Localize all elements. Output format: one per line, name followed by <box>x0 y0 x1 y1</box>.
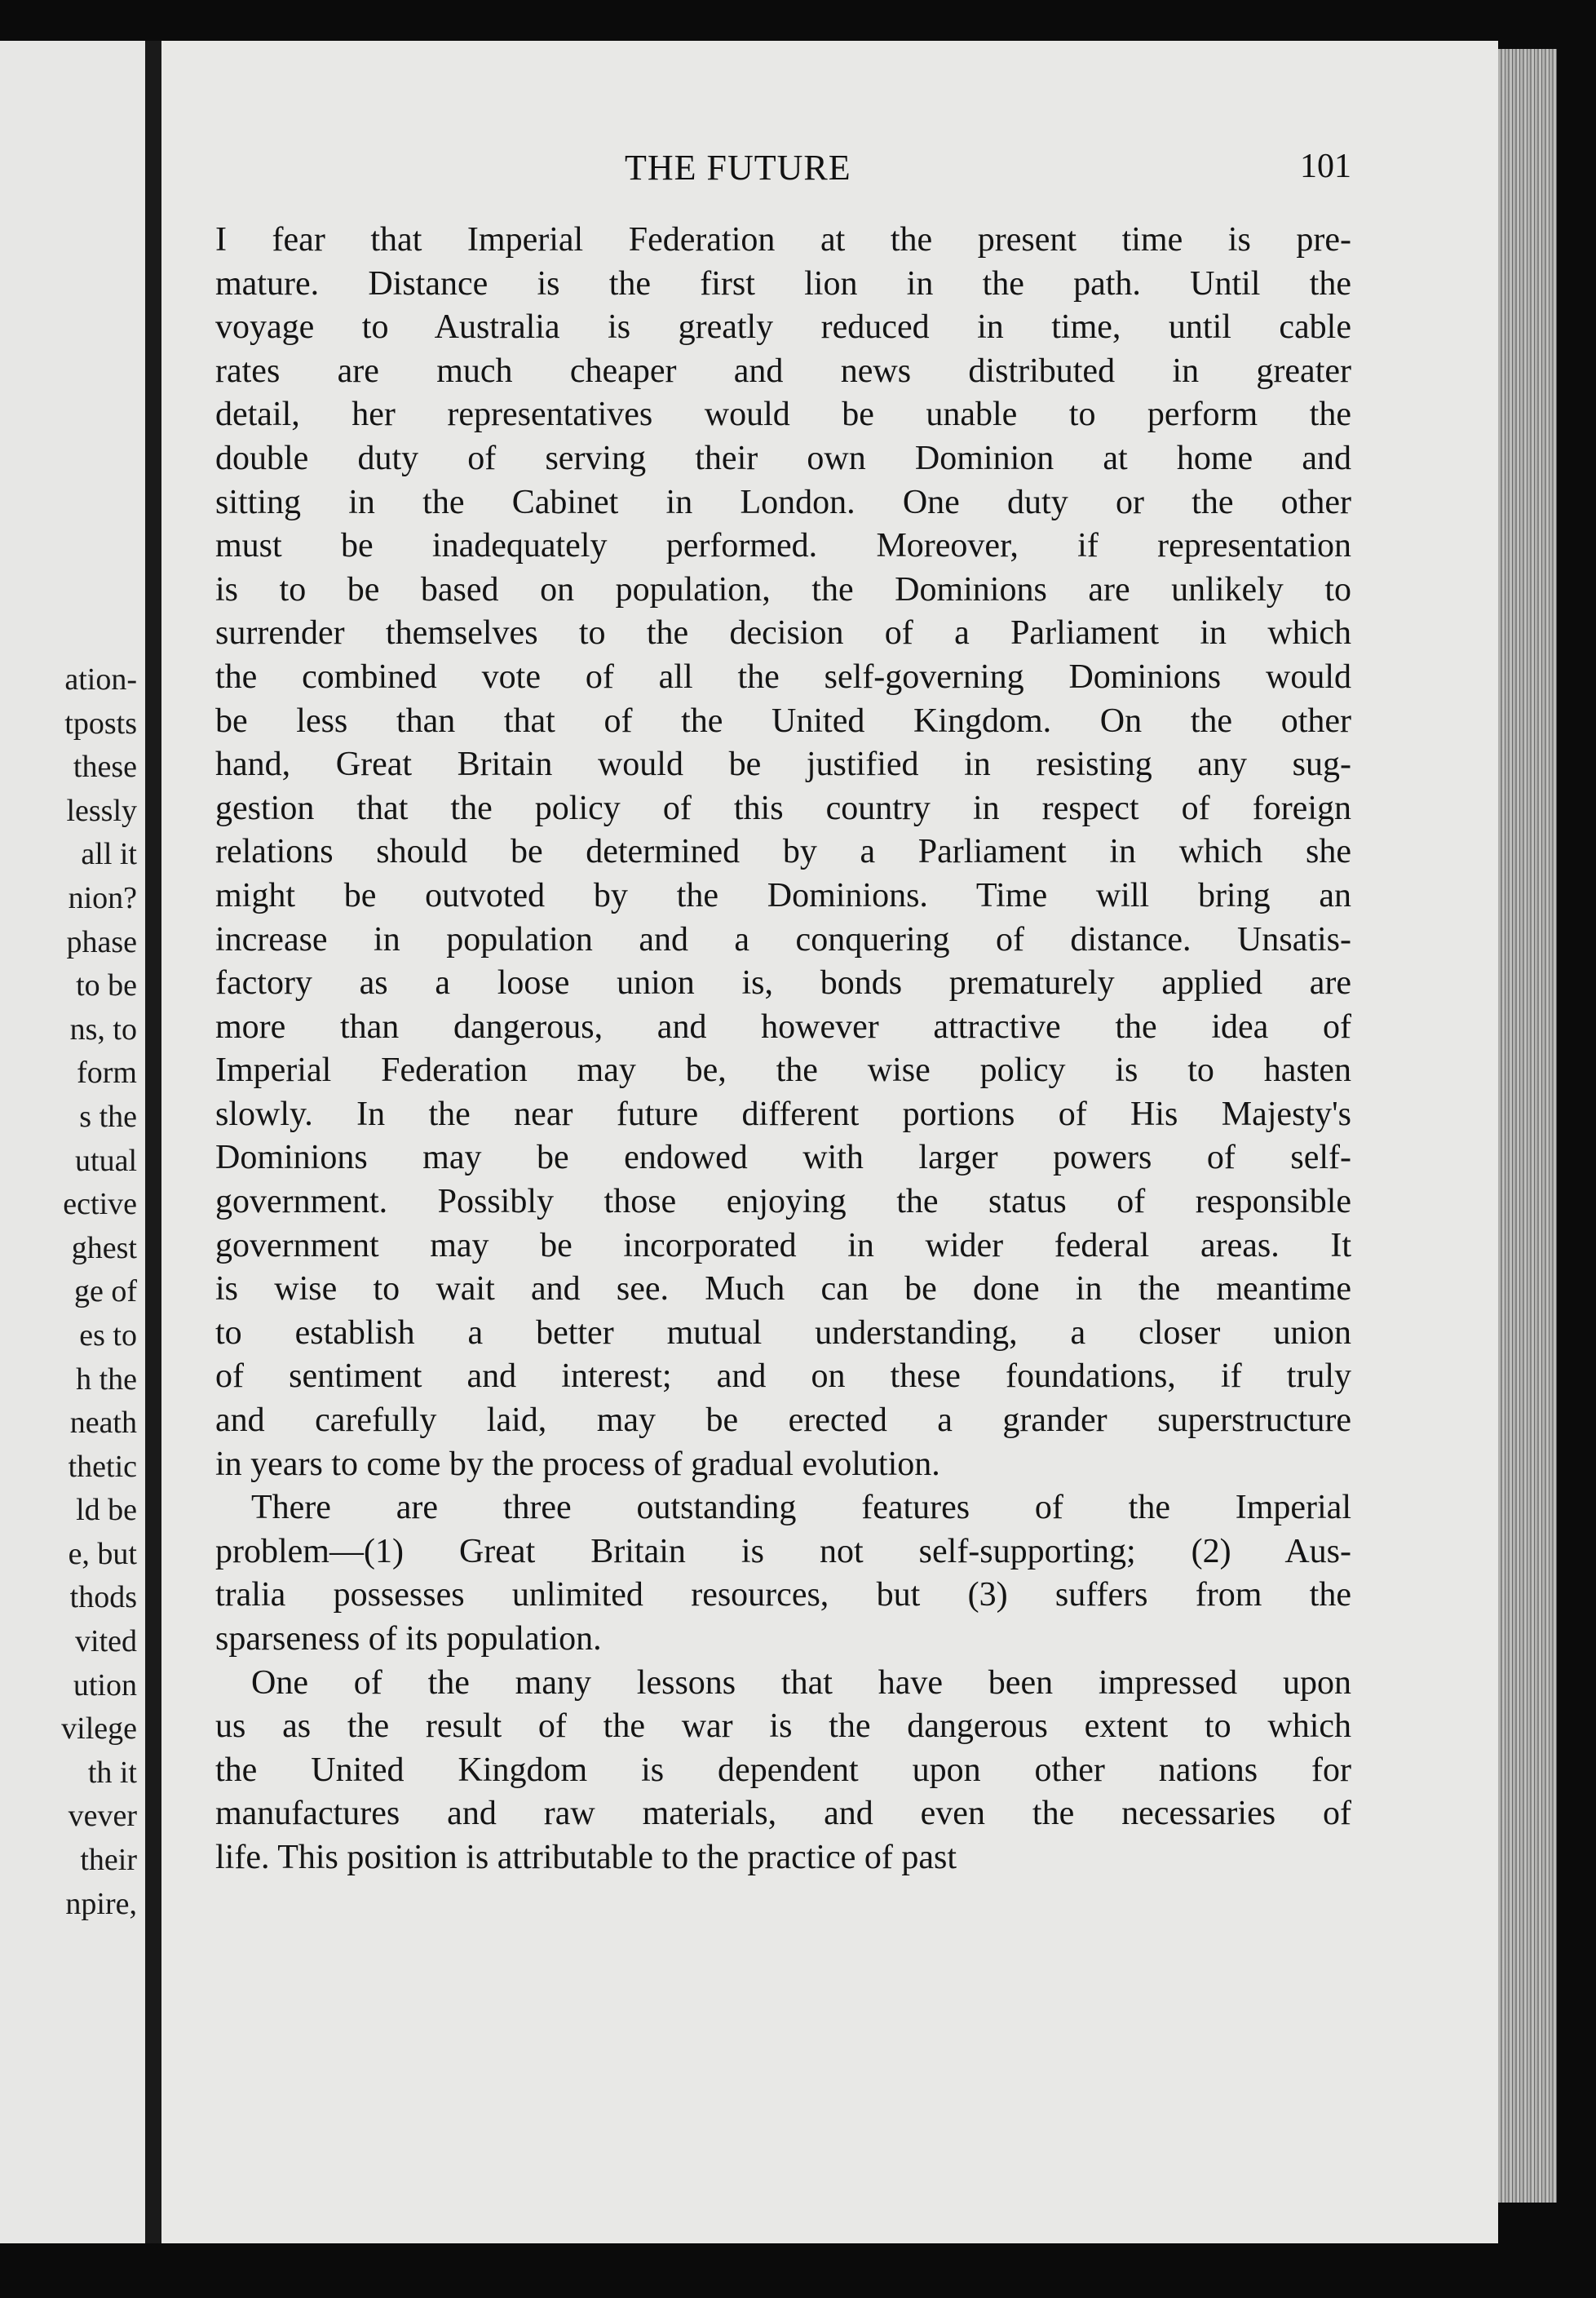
text-line: One of the many lessons that have been impressed upon <box>251 1663 1351 1702</box>
text-line: the United Kingdom is dependent upon other nations for <box>215 1751 1351 1789</box>
text-line: sparseness of its population. <box>215 1620 602 1658</box>
facing-page-line: vited <box>75 1624 137 1659</box>
text-line: us as the result of the war is the dangerous extent to which <box>215 1707 1351 1746</box>
facing-page-line: h the <box>76 1362 137 1397</box>
text-line: hand, Great Britain would be justified in resisting any sug- <box>215 746 1351 784</box>
text-line: life. This position is attributable to the practice of past <box>215 1838 957 1876</box>
facing-page-line: vever <box>68 1799 137 1834</box>
facing-page-line: es to <box>79 1317 137 1353</box>
facing-page-line: form <box>77 1056 137 1091</box>
paragraph <box>215 1486 1351 1661</box>
running-head-title: THE FUTURE <box>625 148 851 188</box>
facing-page-line: these <box>73 750 137 785</box>
text-line: government may be incorporated in wider federal areas. It <box>215 1226 1351 1264</box>
text-line: to establish a better mutual understanding, a closer union <box>215 1313 1351 1352</box>
text-line: mature. Distance is the first lion in the path. Until the <box>215 264 1351 303</box>
paragraph <box>215 219 1351 1486</box>
running-head <box>215 147 1351 196</box>
facing-page-line: ation- <box>64 662 137 697</box>
text-line: of sentiment and interest; and on these foundations, if truly <box>215 1357 1351 1396</box>
facing-page-line: e, but <box>68 1536 137 1571</box>
text-line: relations should be determined by a Parliament in which she <box>215 833 1351 871</box>
text-line: sitting in the Cabinet in London. One duty or the other <box>215 483 1351 521</box>
text-line: Dominions may be endowed with larger powers of self- <box>215 1139 1351 1177</box>
text-line: must be inadequately performed. Moreover, if representation <box>215 527 1351 565</box>
text-line: gestion that the policy of this country in respect of foreign <box>215 789 1351 827</box>
facing-page-line: utual <box>75 1143 137 1178</box>
text-line: more than dangerous, and however attractive the idea of <box>215 1007 1351 1046</box>
facing-page-line: thods <box>69 1580 137 1615</box>
text-line: slowly. In the near future different portions of His Majesty's <box>215 1095 1351 1133</box>
facing-page-line: to be <box>76 968 137 1003</box>
text-line: manufactures and raw materials, and even the necessaries of <box>215 1795 1351 1833</box>
text-line: in years to come by the process of gradual evolution. <box>215 1445 940 1483</box>
page-number: 101 <box>1300 148 1351 185</box>
book-page <box>161 41 1498 2243</box>
text-line: There are three outstanding features of the Imperial <box>251 1489 1351 1527</box>
text-line: government. Possibly those enjoying the status of responsible <box>215 1183 1351 1221</box>
text-line: be less than that of the United Kingdom. On the other <box>215 702 1351 740</box>
text-line: surrender themselves to the decision of a Parliament in which <box>215 614 1351 653</box>
facing-page-text <box>0 658 137 1926</box>
facing-page-line: phase <box>66 924 137 959</box>
facing-page-line: all it <box>81 837 137 872</box>
book-gutter <box>145 41 161 2243</box>
text-line: detail, her representatives would be unable to perform the <box>215 396 1351 434</box>
text-line: the combined vote of all the self-governing Dominions would <box>215 658 1351 696</box>
facing-page-line: ghest <box>71 1230 137 1265</box>
text-line: double duty of serving their own Dominion at home and <box>215 439 1351 477</box>
facing-page-line: th it <box>87 1755 137 1790</box>
text-line: rates are much cheaper and news distributed in greater <box>215 352 1351 390</box>
text-line: voyage to Australia is greatly reduced in time, until cable <box>215 308 1351 347</box>
facing-page-line: thetic <box>68 1449 137 1484</box>
facing-page-line: ective <box>63 1187 137 1222</box>
facing-page-line: npire, <box>65 1886 137 1921</box>
facing-page-line: neath <box>69 1406 137 1441</box>
text-line: tralia possesses unlimited resources, but (3) suffers from the <box>215 1576 1351 1614</box>
text-line: I fear that Imperial Federation at the present time is pre- <box>215 221 1351 259</box>
facing-page-line: nion? <box>68 880 137 915</box>
facing-page-line: lessly <box>66 793 137 828</box>
facing-page-line: tposts <box>64 706 137 741</box>
facing-page-fragment <box>0 41 145 2243</box>
body-text <box>215 219 1351 1880</box>
text-line: Imperial Federation may be, the wise policy is to hasten <box>215 1052 1351 1090</box>
text-line: might be outvoted by the Dominions. Time will bring an <box>215 876 1351 914</box>
text-line: and carefully laid, may be erected a grander superstructure <box>215 1401 1351 1440</box>
text-line: factory as a loose union is, bonds prematurely applied are <box>215 964 1351 1003</box>
paragraph <box>215 1662 1351 1880</box>
text-line: is to be based on population, the Dominions are unlikely to <box>215 570 1351 609</box>
facing-page-line: ld be <box>76 1493 137 1528</box>
facing-page-line: ns, to <box>69 1012 137 1047</box>
facing-page-line: ge of <box>73 1274 137 1309</box>
facing-page-line: ution <box>73 1667 137 1702</box>
facing-page-line: vilege <box>61 1711 137 1747</box>
facing-page-line: s the <box>79 1099 137 1134</box>
text-line: is wise to wait and see. Much can be done in the meantime <box>215 1270 1351 1308</box>
text-line: increase in population and a conquering of distance. Unsatis- <box>215 920 1351 959</box>
facing-page-line: their <box>80 1843 137 1878</box>
text-line: problem—(1) Great Britain is not self-supporting; (2) Aus- <box>215 1532 1351 1570</box>
page-edge-stack <box>1498 49 1557 2203</box>
